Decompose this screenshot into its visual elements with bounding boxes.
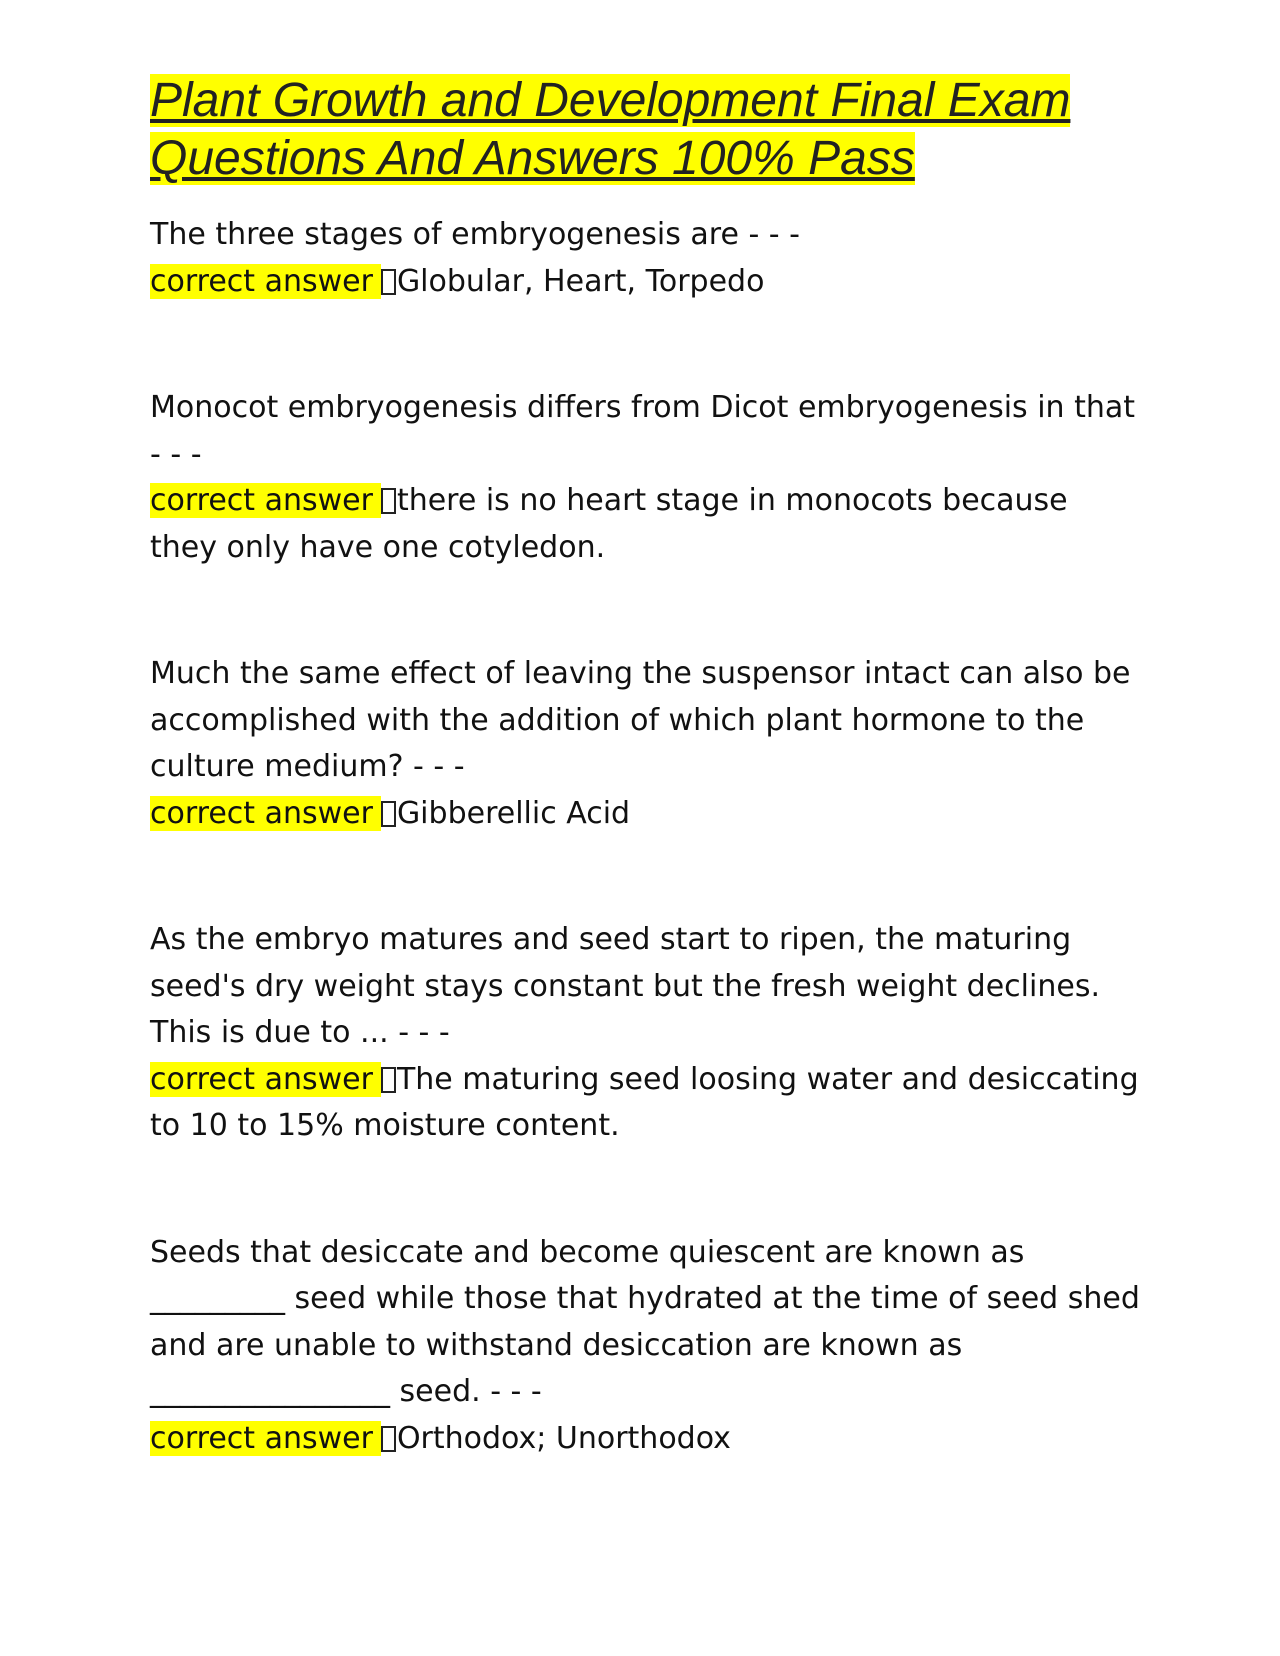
- answer-line: [150, 1057, 1140, 1150]
- answer-line: [150, 791, 1140, 838]
- missing-glyph-icon: [381, 488, 396, 514]
- question-text: Much the same effect of leaving the suspensor intact can also be accomplished with the addition of which plant hormone to the culture medium? - - -: [150, 656, 1131, 784]
- document-page: [150, 72, 1140, 1462]
- answer-line: [150, 1416, 1140, 1463]
- qa-item-4: [150, 917, 1140, 1150]
- answer-text: Orthodox; Unorthodox: [396, 1420, 731, 1456]
- document-title: Plant Growth and Development Final Exam Questions And Answers 100% Pass: [150, 74, 1071, 185]
- missing-glyph-icon: [381, 1067, 396, 1093]
- answer-label: correct answer: [150, 264, 381, 299]
- answer-text: The maturing seed loosing water and desiccating to 10 to 15% moisture content.: [150, 1061, 1139, 1143]
- qa-item-5: [150, 1230, 1140, 1463]
- missing-glyph-icon: [381, 801, 396, 827]
- spacer: [150, 1150, 1140, 1230]
- missing-glyph-icon: [381, 1426, 396, 1452]
- question-text: The three stages of embryogenesis are - - -: [150, 217, 800, 252]
- missing-glyph-icon: [381, 269, 396, 295]
- answer-line: [150, 478, 1140, 571]
- qa-item-2: [150, 385, 1140, 571]
- spacer: [150, 837, 1140, 917]
- spacer: [150, 571, 1140, 651]
- answer-text: there is no heart stage in monocots because they only have one cotyledon.: [150, 483, 1068, 565]
- answer-label: correct answer: [150, 796, 381, 831]
- qa-item-3: [150, 651, 1140, 837]
- answer-label: correct answer: [150, 1421, 381, 1456]
- answer-text: Globular, Heart, Torpedo: [396, 263, 765, 299]
- answer-label: correct answer: [150, 1062, 381, 1097]
- question-text: Seeds that desiccate and become quiescent are known as _________ seed while those that hydrated at the time of seed shed and are unable to withstand desiccation are known as ________________ seed. - - -: [150, 1234, 1140, 1409]
- question-text: Monocot embryogenesis differs from Dicot embryogenesis in that - - -: [150, 390, 1136, 472]
- qa-item-1: [150, 212, 1140, 305]
- answer-text: Gibberellic Acid: [396, 795, 631, 831]
- answer-line: [150, 259, 1140, 306]
- answer-label: correct answer: [150, 483, 381, 518]
- question-text: As the embryo matures and seed start to ripen, the maturing seed's dry weight stays constant but the fresh weight declines. This is due to ... - - -: [150, 922, 1100, 1050]
- spacer: [150, 305, 1140, 385]
